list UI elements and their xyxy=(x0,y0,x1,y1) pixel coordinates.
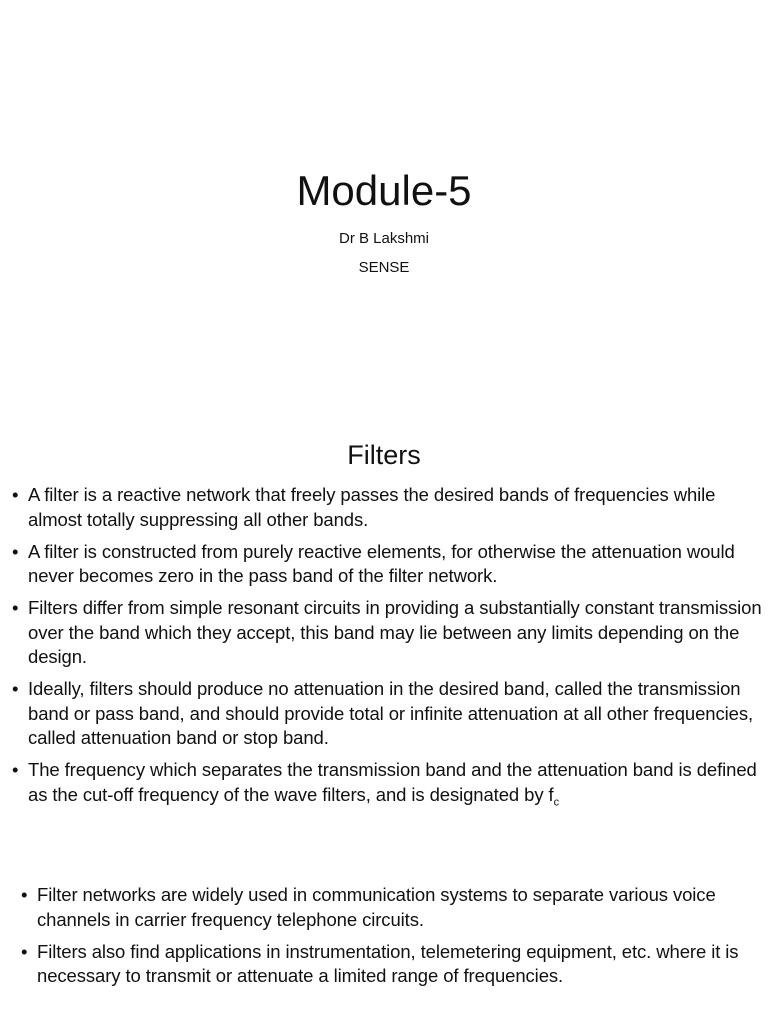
bullet-text: Filter networks are widely used in communication systems to separate various voice channels in carrier frequency telephone circuits. xyxy=(37,884,716,930)
bullet-text: Ideally, filters should produce no attenuation in the desired band, called the transmission band or pass band, and should provide total or infinite attenuation at all other frequencies, called attenuation band or stop band. xyxy=(28,678,754,748)
bullet-text: Filters differ from simple resonant circuits in providing a substantially constant transmission over the band which they accept, this band may lie between any limits depending on the design. xyxy=(28,597,762,667)
department-name: SENSE xyxy=(358,259,410,276)
bullet-dot-icon: • xyxy=(12,759,19,780)
bullet-item xyxy=(10,596,762,670)
bullet-text: A filter is a reactive network that freely passes the desired bands of frequencies while almost totally suppressing all other bands. xyxy=(28,484,716,530)
applications-bullet-list xyxy=(19,883,759,996)
bullet-dot-icon: • xyxy=(12,484,19,505)
slide-title: Module-5 xyxy=(296,167,472,214)
applications-slide xyxy=(0,878,768,1024)
bullet-text: Filters also find applications in instrumentation, telemetering equipment, etc. where it is necessary to transmit or attenuate a limited range of frequencies. xyxy=(37,940,739,986)
bullet-dot-icon: • xyxy=(21,884,28,905)
cutoff-subscript: c xyxy=(553,796,559,809)
title-slide xyxy=(0,0,768,430)
filters-bullet-list xyxy=(10,483,762,822)
bullet-text: The frequency which separates the transmission band and the attenuation band is defined as the cut-off frequency of the wave filters, and is designated by f xyxy=(28,759,757,805)
bullet-text: A filter is constructed from purely reactive elements, for otherwise the attenuation would never becomes zero in the pass band of the filter network. xyxy=(28,540,735,586)
bullet-dot-icon: • xyxy=(12,540,19,562)
bullet-dot-icon: • xyxy=(12,597,19,618)
filters-heading: Filters xyxy=(347,440,421,470)
bullet-dot-icon: • xyxy=(21,940,28,962)
bullet-item xyxy=(10,540,762,589)
author-name: Dr B Lakshmi xyxy=(338,230,430,247)
bullet-item xyxy=(10,677,762,751)
bullet-item xyxy=(19,940,759,989)
bullet-item xyxy=(10,758,762,815)
filters-slide xyxy=(0,430,768,830)
bullet-dot-icon: • xyxy=(12,678,19,699)
bullet-item xyxy=(19,883,759,932)
bullet-item xyxy=(10,483,762,532)
